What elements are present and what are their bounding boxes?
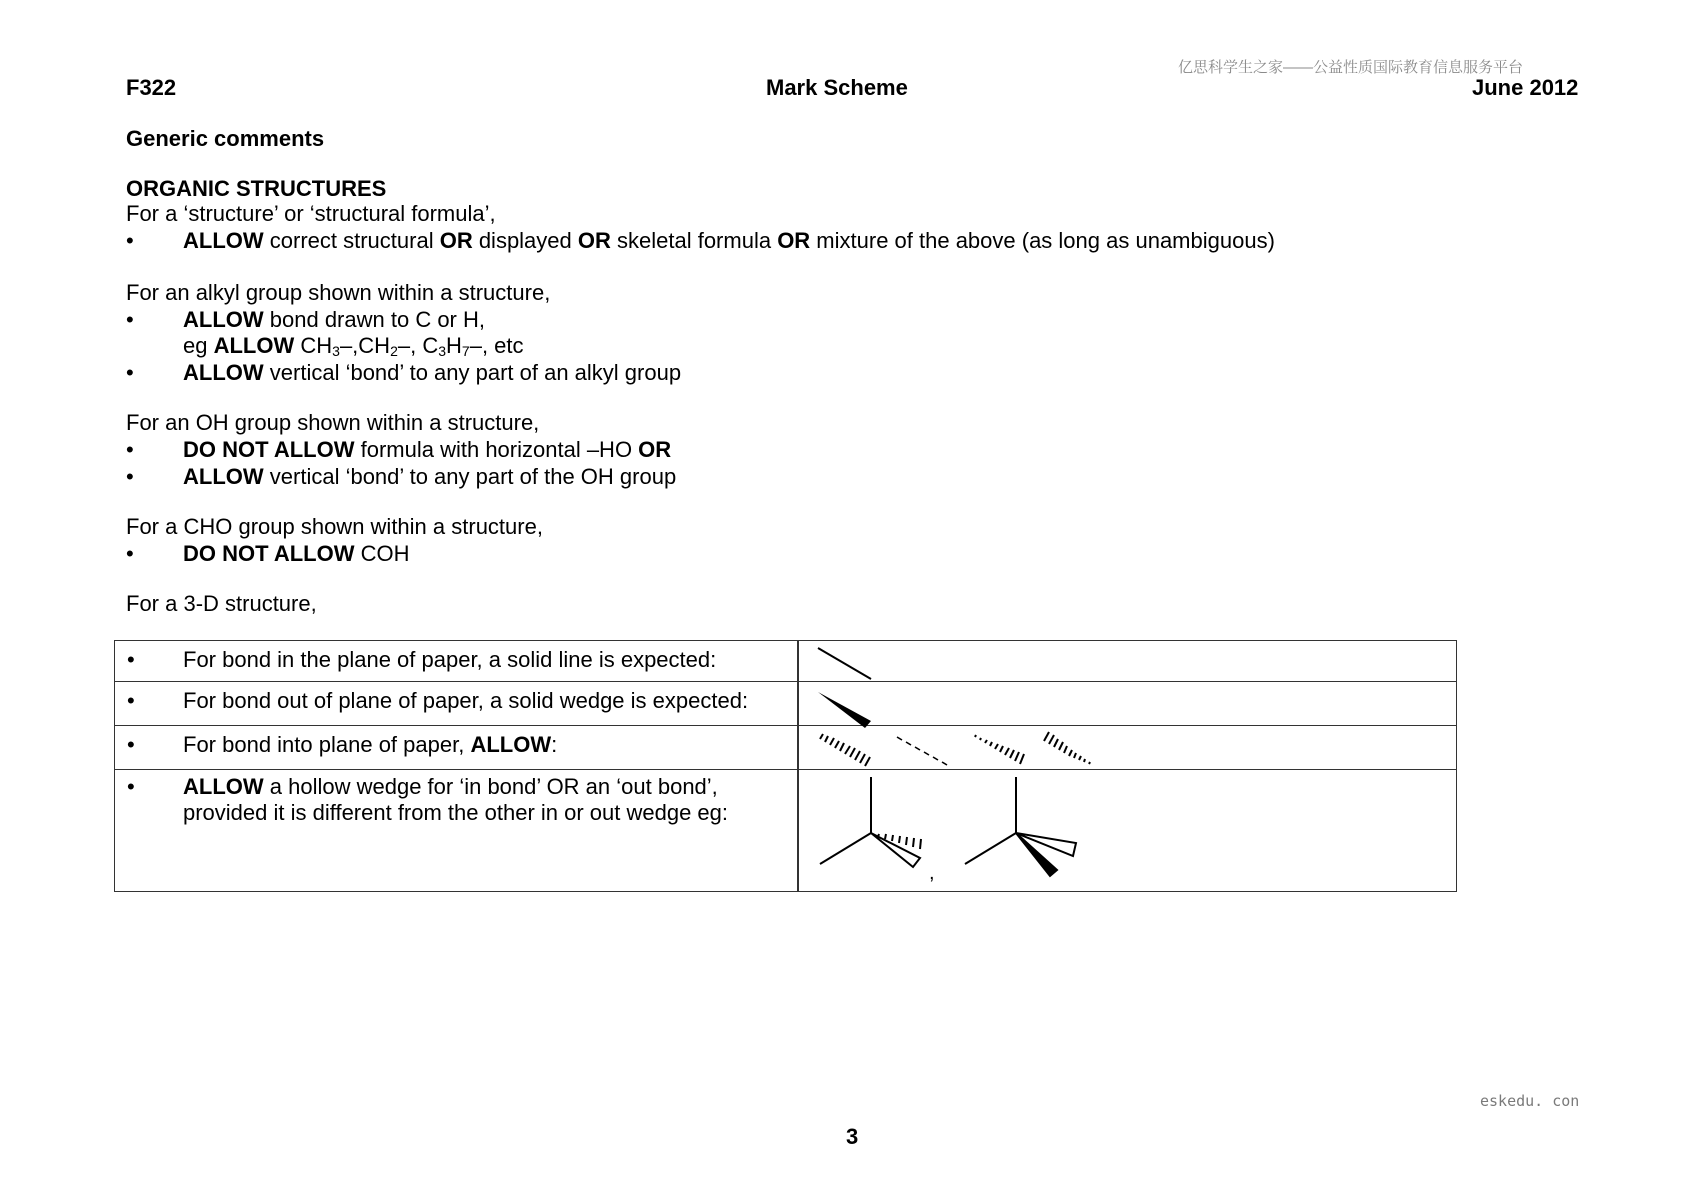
alkyl-eg-line: eg ALLOW $CH_3-,CH_2-$, $C_3H_7-$, etc [183,333,524,359]
row-hollow-text-2: provided it is different from the other in or out wedge eg: [183,800,729,825]
bullet-icon: • [127,774,135,799]
alkyl-intro: For an alkyl group shown within a structure, [126,280,551,305]
bullet-icon: • [126,541,134,566]
plain-bond-icon [818,648,871,679]
generic-comments-heading: Generic comments [126,126,325,151]
bullet-icon: • [126,307,134,332]
oh-do-not-allow: DO NOT ALLOW formula with horizontal –HO OR [183,437,672,462]
threed-intro: For a 3-D structure, [126,591,317,616]
bullet-icon: • [126,228,134,253]
tetrahedral-structure-2-icon [965,777,1076,876]
alkyl-allow-vertical: ALLOW vertical ‘bond’ to any part of an alkyl group [183,360,682,385]
bullet-icon: • [126,360,134,385]
bullet-icon: • [127,647,135,672]
oh-intro: For an OH group shown within a structure, [126,410,540,435]
structure-intro: For a ‘structure’ or ‘structural formula’, [126,201,496,226]
bond-table [114,640,1457,892]
header-date: June 2012 [1472,75,1579,100]
hashed-wedge-icon [820,734,870,766]
watermark-top: 亿思科学生之家——公益性质国际教育信息服务平台 [1178,59,1524,76]
row-into-text: For bond into plane of paper, ALLOW: [183,732,558,757]
organic-structures-heading: ORGANIC STRUCTURES [126,176,387,201]
bond-drawings [114,640,1457,892]
bullet-icon: • [126,464,134,489]
bullet-icon: • [127,732,135,757]
row-out-text: For bond out of plane of paper, a solid wedge is expected: [183,688,749,713]
bullet-icon: • [126,437,134,462]
solid-wedge-icon [818,692,871,728]
tetrahedral-structure-1-icon [820,777,921,867]
header-code: F322 [126,75,177,100]
oh-allow-vertical: ALLOW vertical ‘bond’ to any part of the OH group [183,464,677,489]
bullet-icon: • [127,688,135,713]
hashed-wedge-reverse-icon [975,735,1024,764]
row-hollow-text-1: ALLOW a hollow wedge for ‘in bond’ OR an ‘out bond’, [183,774,718,799]
structure-separator-comma: , [929,862,935,884]
hashed-wedge-tapered-icon [1044,732,1090,764]
header-title: Mark Scheme [766,75,908,100]
watermark-bottom: eskedu. con [1480,1092,1580,1110]
alkyl-allow-bond: ALLOW bond drawn to C or H, [183,307,485,332]
structure-allow-line: ALLOW correct structural OR displayed OR skeletal formula OR mixture of the above (as long as unambiguous) [183,228,1275,253]
page-number: 3 [846,1124,859,1149]
cho-do-not-allow: DO NOT ALLOW COH [183,541,410,566]
dashed-bond-icon [897,737,947,765]
row-plane-text: For bond in the plane of paper, a solid line is expected: [183,647,717,672]
cho-intro: For a CHO group shown within a structure, [126,514,543,539]
